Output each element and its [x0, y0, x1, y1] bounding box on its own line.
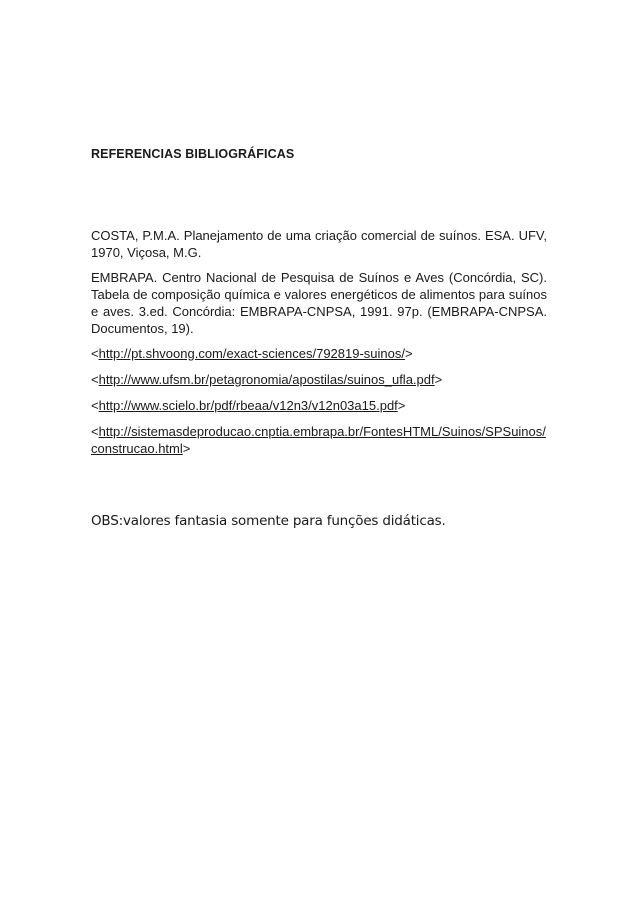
close-bracket: > [397, 398, 406, 413]
open-bracket: < [91, 424, 99, 439]
section-heading: REFERENCIAS BIBLIOGRÁFICAS [91, 147, 295, 161]
close-bracket: > [182, 441, 191, 456]
reference-link-2 [91, 371, 547, 388]
reference-url[interactable]: http://www.ufsm.br/petagronomia/apostilas/suinos_ufla.pdf [98, 372, 435, 387]
open-bracket: < [91, 398, 99, 413]
reference-link-1 [91, 345, 547, 362]
reference-costa: COSTA, P.M.A. Planejamento de uma criação comercial de suínos. ESA. UFV, 1970, Viçosa, M.G. [91, 228, 547, 260]
close-bracket: > [434, 372, 443, 387]
reference-url[interactable]: http://sistemasdeproducao.cnptia.embrapa.br/FontesHTML/Suinos/SPSuinos/construcao.html [91, 424, 546, 456]
reference-link-4 [91, 423, 547, 457]
open-bracket: < [91, 346, 99, 361]
open-bracket: < [91, 372, 99, 387]
reference-url[interactable]: http://pt.shvoong.com/exact-sciences/792819-suinos/ [98, 346, 405, 361]
reference-list [91, 227, 547, 466]
close-bracket: > [405, 346, 413, 361]
reference-link-3 [91, 397, 547, 414]
reference-embrapa: EMBRAPA. Centro Nacional de Pesquisa de Suínos e Aves (Concórdia, SC). Tabela de composição química e valores energéticos de alimentos para suínos e aves. 3.ed. Concórdia: EMBRAPA-CNPSA, 1991. 97p. (EMBRAPA-CNPSA. Documentos, 19). [91, 270, 547, 336]
observation-note: OBS:valores fantasia somente para funções didáticas. [91, 513, 446, 529]
reference-url[interactable]: http://www.scielo.br/pdf/rbeaa/v12n3/v12n03a15.pdf [98, 398, 398, 413]
